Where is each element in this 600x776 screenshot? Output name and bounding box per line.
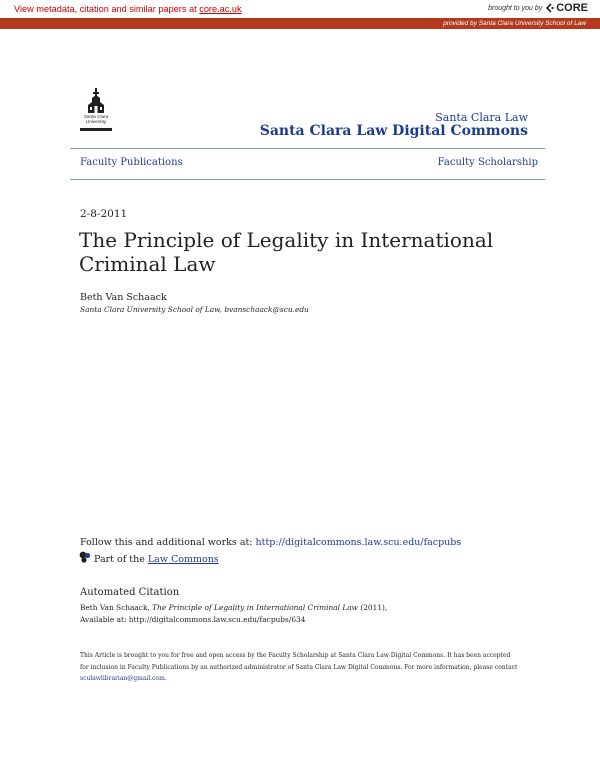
law-commons-link[interactable]: Law Commons: [147, 554, 219, 565]
contact-email-link[interactable]: sculawlibrarian@gmail.com: [80, 675, 165, 682]
divider-bottom: [70, 179, 545, 180]
core-link[interactable]: core.ac.uk: [199, 4, 242, 14]
author-name[interactable]: Beth Van Schaack: [80, 292, 167, 303]
repository-title[interactable]: Santa Clara Law Digital Commons: [259, 123, 528, 139]
brought-by-text: brought to you by: [488, 4, 543, 12]
part-of-prefix: Part of the: [94, 554, 148, 565]
core-logo-text: CORE: [556, 2, 588, 14]
university-seal-icon: [80, 86, 112, 132]
nav-faculty-publications[interactable]: Faculty Publications: [80, 157, 183, 168]
nav-faculty-scholarship[interactable]: Faculty Scholarship: [437, 157, 538, 168]
follow-url-link[interactable]: http://digitalcommons.law.scu.edu/facpubs: [255, 537, 462, 548]
author-affiliation: Santa Clara University School of Law, bvanschaack@scu.edu: [80, 305, 309, 314]
divider-top: [70, 148, 545, 149]
seal-text-line-2: University: [85, 119, 107, 124]
core-logo: [545, 2, 588, 14]
citation-author: Beth Van Schaack,: [80, 603, 153, 612]
citation-year: (2011),: [358, 603, 388, 612]
follow-prefix: Follow this and additional works at:: [80, 537, 256, 548]
seal-text-line-1: Santa Clara: [83, 114, 109, 119]
citation-title: The Principle of Legality in International Criminal Law: [152, 603, 358, 612]
provided-by-text: provided by Santa Clara University School of Law: [443, 20, 586, 27]
core-metadata-prefix: View metadata, citation and similar papers at: [14, 4, 200, 14]
core-brought-by[interactable]: [488, 2, 588, 14]
seal-text: [78, 114, 114, 124]
access-notice: [80, 650, 520, 685]
follow-line: [80, 537, 461, 548]
seal-underline: [80, 128, 112, 131]
provided-by-bar: [0, 18, 600, 29]
notice-text: This Article is brought to you for free and open access by the Faculty Scholarship at Santa Clara Law Digital Commons. It has been accepted for inclusion in Faculty Publications by an authorized administrator of Santa Clara Law Digital Commons. For more information, please contact: [80, 652, 518, 671]
citation-available: Available at: http://digitalcommons.law.scu.edu/facpubs/634: [80, 615, 306, 624]
citation-heading: Automated Citation: [80, 587, 180, 598]
part-of-line: [94, 554, 219, 565]
document-title: The Principle of Legality in International Criminal Law: [79, 228, 494, 276]
core-logo-icon: [545, 3, 554, 13]
notice-end: .: [164, 675, 167, 682]
commons-network-icon: [79, 551, 91, 563]
repository-subtitle[interactable]: Santa Clara Law: [435, 111, 528, 124]
core-metadata-text: [14, 4, 242, 14]
citation-line: [80, 603, 387, 612]
publication-date: 2-8-2011: [80, 208, 128, 220]
